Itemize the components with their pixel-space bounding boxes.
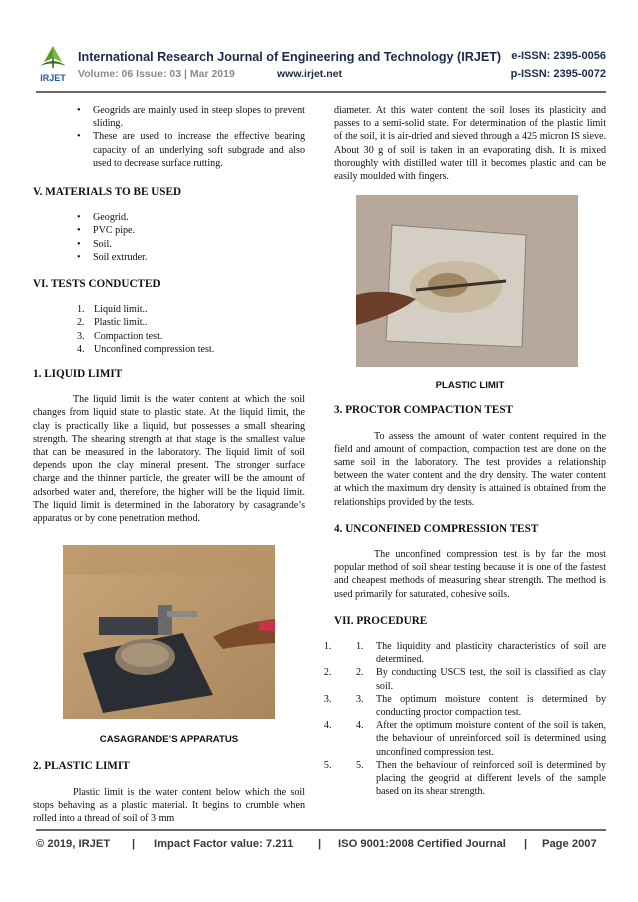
list-item: 5. 5. Then the behaviour of reinforced soil is determined by placing the geogrid at different levels of the sample based on its shear strength. bbox=[334, 759, 606, 799]
section-heading-liquid-limit: 1. LIQUID LIMIT bbox=[33, 368, 123, 381]
left-column bbox=[33, 104, 305, 825]
section-heading-plastic-limit: 2. PLASTIC LIMIT bbox=[33, 760, 130, 773]
section-heading-materials: V. MATERIALS TO BE USED bbox=[33, 186, 182, 199]
liquid-limit-paragraph: The liquid limit is the water content at which the soil changes from liquid state to plastic state. At the liquid limit, the clay is practically like a liquid, but possesses a small shearing strength. The shearing strength at that stage is the smallest value that can be measured in the laboratory. The liquid limit of soil depends upon the clay mineral present. The stronger surface charge and the thinner particle, the greater will be the amount of adsorbed water and, therefore, the higher will be the liquid limit. The liquid limit is determined in the laboratory by casagrande’s apparatus or by cone penetration method. bbox=[33, 394, 305, 525]
journal-title: International Research Journal of Engineering and Technology (IRJET) bbox=[78, 50, 502, 64]
list-item: • These are used to increase the effective bearing capacity of an underlying soft subgrade and also used to decrease surface rutting. bbox=[77, 131, 305, 169]
section-heading-procedure: VII. PROCEDURE bbox=[334, 614, 428, 627]
journal-header bbox=[36, 44, 606, 88]
footer-copyright: © 2019, IRJET bbox=[36, 838, 111, 850]
section-heading-ucs: 4. UNCONFINED COMPRESSION TEST bbox=[334, 522, 539, 535]
list-item: 3. Compaction test. bbox=[77, 330, 163, 342]
e-issn: e-ISSN: 2395-0056 bbox=[511, 50, 606, 62]
materials-list bbox=[33, 211, 305, 264]
list-item: 2. Plastic limit.. bbox=[77, 317, 148, 329]
plastic-limit-continued: diameter. At this water content the soil loses its plasticity and passes to a semi-solid state. For determination of the plastic limit of the soil, it is air-dried and sieved through a 425 micron IS sieve. About 30 g of soil is taken in an evaporating dish. It is mixed thoroughly with distilled water till it becomes plastic and can be easily moulded with fingers. bbox=[334, 105, 606, 183]
footer-separator: | bbox=[524, 838, 528, 850]
list-item: • Geogrid. bbox=[77, 212, 129, 224]
plastic-limit-photo bbox=[356, 195, 578, 367]
right-column bbox=[334, 104, 606, 799]
irjet-logo bbox=[36, 44, 70, 84]
list-item: 1. 1. The liquidity and plasticity characteristics of soil are determined. bbox=[334, 640, 606, 666]
proctor-paragraph: To assess the amount of water content required in the field and amount of compaction, compaction test are done on the same soil in the laboratory. The test provides a relationship between the water content and the dry density. The water content at which the maximum dry density is attained is obtained from the relationships provided by the tests. bbox=[334, 430, 606, 508]
list-item: • PVC pipe. bbox=[77, 225, 136, 237]
list-item: 3. 3. The optimum moisture content is determined by conducting proctor compaction test. bbox=[334, 693, 606, 719]
procedure-list bbox=[334, 640, 606, 798]
tests-list bbox=[33, 303, 305, 356]
footer-separator: | bbox=[132, 838, 136, 850]
casagrande-apparatus-photo bbox=[63, 545, 275, 719]
footer-page-number: Page 2007 bbox=[542, 838, 597, 850]
footer-impact-factor: Impact Factor value: 7.211 bbox=[154, 838, 294, 850]
header-rule bbox=[36, 91, 606, 93]
figure-caption-plastic-limit: PLASTIC LIMIT bbox=[435, 380, 505, 392]
section-heading-tests: VI. TESTS CONDUCTED bbox=[33, 278, 161, 291]
logo-text: IRJET bbox=[40, 73, 66, 83]
footer-iso: ISO 9001:2008 Certified Journal bbox=[338, 838, 506, 850]
list-item: • Soil. bbox=[77, 238, 112, 250]
list-item: 4. 4. After the optimum moisture content of the soil is taken, the behaviour of unreinforced soil is determined using unconfined compression test. bbox=[334, 719, 606, 759]
section-heading-proctor: 3. PROCTOR COMPACTION TEST bbox=[334, 404, 514, 417]
ucs-paragraph: The unconfined compression test is by far the most popular method of soil shear testing because it is one of the fastest and cheapest methods of measuring shear strength. The method is used primarily for saturated, cohesive soils. bbox=[334, 549, 606, 600]
footer-rule bbox=[36, 829, 606, 831]
plastic-limit-paragraph: Plastic limit is the water content below which the soil stops behaving as a plastic material. It begins to crumble when rolled into a thread of soil of 3 mm bbox=[33, 786, 305, 825]
website-link[interactable]: www.irjet.net bbox=[277, 68, 342, 80]
list-item: 4. Unconfined compression test. bbox=[77, 343, 215, 355]
list-item: 1. Liquid limit.. bbox=[77, 304, 148, 316]
list-item: • Geogrids are mainly used in steep slopes to prevent sliding. bbox=[77, 105, 305, 130]
intro-bullets bbox=[33, 104, 305, 170]
figure-caption-casagrande: CASAGRANDE’S APPARATUS bbox=[99, 734, 239, 746]
list-item: 2. 2. By conducting USCS test, the soil is classified as clay soil. bbox=[334, 666, 606, 692]
list-item: • Soil extruder. bbox=[77, 251, 148, 263]
volume-issue: Volume: 06 Issue: 03 | Mar 2019 bbox=[78, 68, 235, 80]
footer-separator: | bbox=[318, 838, 322, 850]
p-issn: p-ISSN: 2395-0072 bbox=[510, 68, 606, 80]
